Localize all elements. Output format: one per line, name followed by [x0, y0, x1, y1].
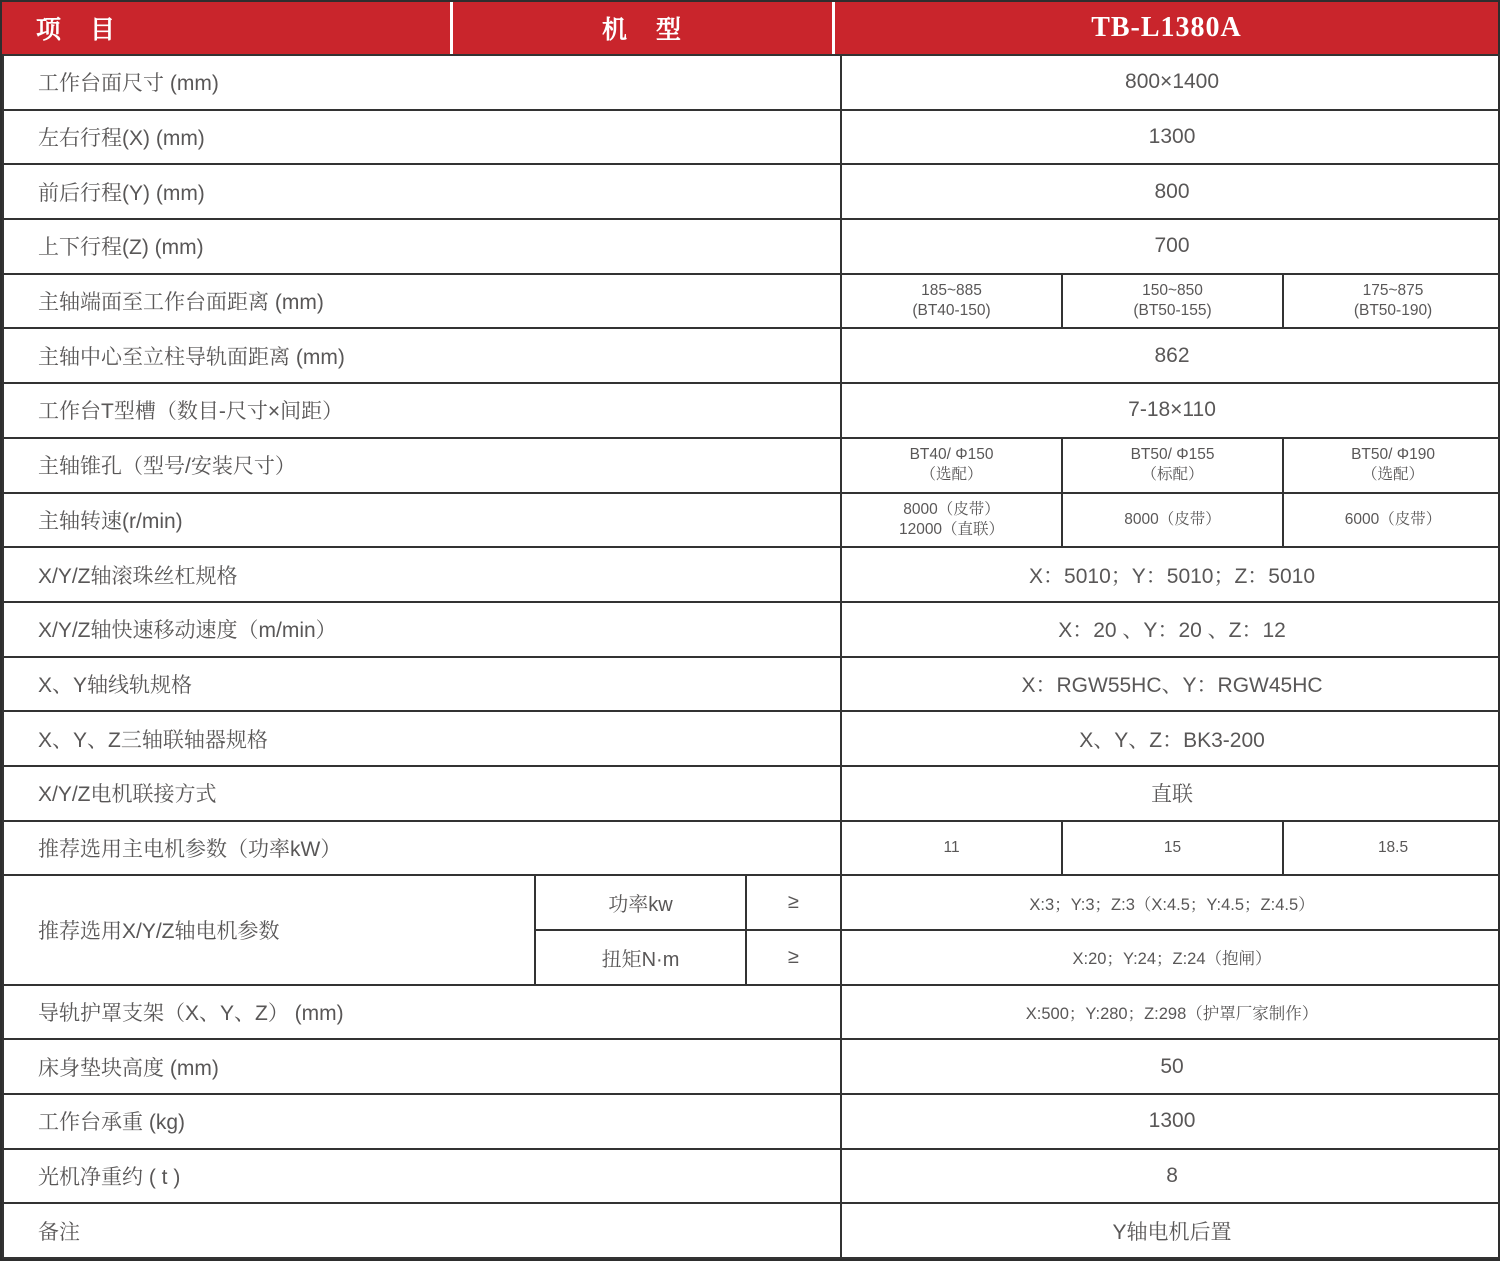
- table-row: [3, 985, 1500, 1040]
- row-label: 前后行程(Y) (mm): [3, 164, 841, 219]
- row-label: 推荐选用X/Y/Z轴电机参数: [3, 875, 535, 984]
- row-label: 导轨护罩支架（X、Y、Z） (mm): [3, 985, 841, 1040]
- row-value-cell: [841, 274, 1062, 329]
- spec-table: [2, 54, 1500, 1259]
- table-row: [3, 711, 1500, 766]
- value-line: BT50/ Φ190: [1351, 446, 1435, 464]
- row-label: 主轴锥孔（型号/安装尺寸）: [3, 438, 841, 493]
- row-value-cell: 18.5: [1283, 821, 1500, 876]
- table-row: [3, 766, 1500, 821]
- table-row: [3, 1149, 1500, 1204]
- row-label: 主轴端面至工作台面距离 (mm): [3, 274, 841, 329]
- table-row: [3, 657, 1500, 712]
- value-line: (BT50-190): [1353, 302, 1433, 320]
- table-header: [2, 2, 1498, 54]
- table-row: [3, 602, 1500, 657]
- value-line: 150~850: [1142, 281, 1203, 299]
- row-value: 700: [841, 219, 1500, 274]
- value-line: 12000（直联）: [898, 520, 1005, 538]
- row-label: X/Y/Z电机联接方式: [3, 766, 841, 821]
- row-value: 1300: [841, 1094, 1500, 1149]
- row-label: 工作台承重 (kg): [3, 1094, 841, 1149]
- table-row: [3, 1094, 1500, 1149]
- row-value: X：5010；Y：5010；Z：5010: [841, 547, 1500, 602]
- table-row: [3, 219, 1500, 274]
- row-label: 光机净重约 ( t ): [3, 1149, 841, 1204]
- row-value: X：RGW55HC、Y：RGW45HC: [841, 657, 1500, 712]
- row-label: 上下行程(Z) (mm): [3, 219, 841, 274]
- row-value: X:3；Y:3；Z:3（X:4.5；Y:4.5；Z:4.5）: [841, 875, 1500, 930]
- table-row: [3, 547, 1500, 602]
- row-label: 工作台面尺寸 (mm): [3, 55, 841, 110]
- row-value: 1300: [841, 110, 1500, 165]
- table-row: [3, 383, 1500, 438]
- row-value-cell: [841, 438, 1062, 493]
- sub-param-label: 扭矩N·m: [535, 930, 746, 985]
- row-label: 工作台T型槽（数目-尺寸×间距）: [3, 383, 841, 438]
- row-value: X：20 、Y：20 、Z：12: [841, 602, 1500, 657]
- row-value: 直联: [841, 766, 1500, 821]
- row-value: X:500；Y:280；Z:298（护罩厂家制作）: [841, 985, 1500, 1040]
- table-row: [3, 328, 1500, 383]
- greater-equal-symbol: ≥: [746, 875, 841, 930]
- value-line: （标配）: [1141, 466, 1204, 484]
- table-row: [3, 1039, 1500, 1094]
- row-label: 主轴转速(r/min): [3, 493, 841, 548]
- sub-param-label: 功率kw: [535, 875, 746, 930]
- value-line: BT40/ Φ150: [909, 446, 994, 464]
- row-label: 备注: [3, 1203, 841, 1258]
- row-value: 800×1400: [841, 55, 1500, 110]
- row-value-cell: 15: [1062, 821, 1283, 876]
- row-value-cell: [1062, 438, 1283, 493]
- row-value: Y轴电机后置: [841, 1203, 1500, 1258]
- row-value: 50: [841, 1039, 1500, 1094]
- value-line: (BT40-150): [912, 302, 991, 320]
- value-line: 6000（皮带）: [1344, 510, 1442, 528]
- row-value-cell: [841, 493, 1062, 548]
- row-value-cell: [1283, 493, 1500, 548]
- table-row: [3, 1203, 1500, 1258]
- row-value-cell: [1283, 438, 1500, 493]
- table-row: [3, 493, 1500, 548]
- table-row: [3, 438, 1500, 493]
- row-value-cell: [1062, 493, 1283, 548]
- row-value: 862: [841, 328, 1500, 383]
- row-value: 7-18×110: [841, 383, 1500, 438]
- table-row: [3, 274, 1500, 329]
- value-line: （选配）: [920, 466, 983, 484]
- row-value: X、Y、Z：BK3-200: [841, 711, 1500, 766]
- row-value-cell: [1062, 274, 1283, 329]
- row-label: 左右行程(X) (mm): [3, 110, 841, 165]
- row-value-cell: 11: [841, 821, 1062, 876]
- value-line: （选配）: [1362, 466, 1425, 484]
- table-row: [3, 164, 1500, 219]
- header-item-label: 项 目: [36, 16, 118, 44]
- row-value: 8: [841, 1149, 1500, 1204]
- value-line: 8000（皮带）: [903, 500, 1000, 518]
- value-line: BT50/ Φ155: [1130, 446, 1215, 464]
- row-label: 推荐选用主电机参数（功率kW）: [3, 821, 841, 876]
- table-row: [3, 875, 1500, 930]
- row-label: X、Y、Z三轴联轴器规格: [3, 711, 841, 766]
- row-value: 800: [841, 164, 1500, 219]
- table-row: [3, 821, 1500, 876]
- header-model-cell: [453, 2, 835, 54]
- row-label: X/Y/Z轴滚珠丝杠规格: [3, 547, 841, 602]
- value-line: 8000（皮带）: [1124, 510, 1221, 528]
- row-label: X/Y/Z轴快速移动速度（m/min）: [3, 602, 841, 657]
- header-model-value-cell: [835, 2, 1498, 54]
- row-label: 主轴中心至立柱导轨面距离 (mm): [3, 328, 841, 383]
- value-line: 175~875: [1362, 281, 1424, 299]
- table-row: [3, 55, 1500, 110]
- table-row: [3, 110, 1500, 165]
- row-label: 床身垫块高度 (mm): [3, 1039, 841, 1094]
- row-value-cell: [1283, 274, 1500, 329]
- value-line: 185~885: [921, 281, 982, 299]
- row-label: X、Y轴线轨规格: [3, 657, 841, 712]
- header-item-cell: [2, 2, 453, 54]
- model-number: TB-L1380A: [1091, 12, 1242, 43]
- header-model-label: 机 型: [601, 16, 683, 44]
- greater-equal-symbol: ≥: [746, 930, 841, 985]
- row-value: X:20；Y:24；Z:24（抱闸）: [841, 930, 1500, 985]
- value-line: (BT50-155): [1133, 302, 1212, 320]
